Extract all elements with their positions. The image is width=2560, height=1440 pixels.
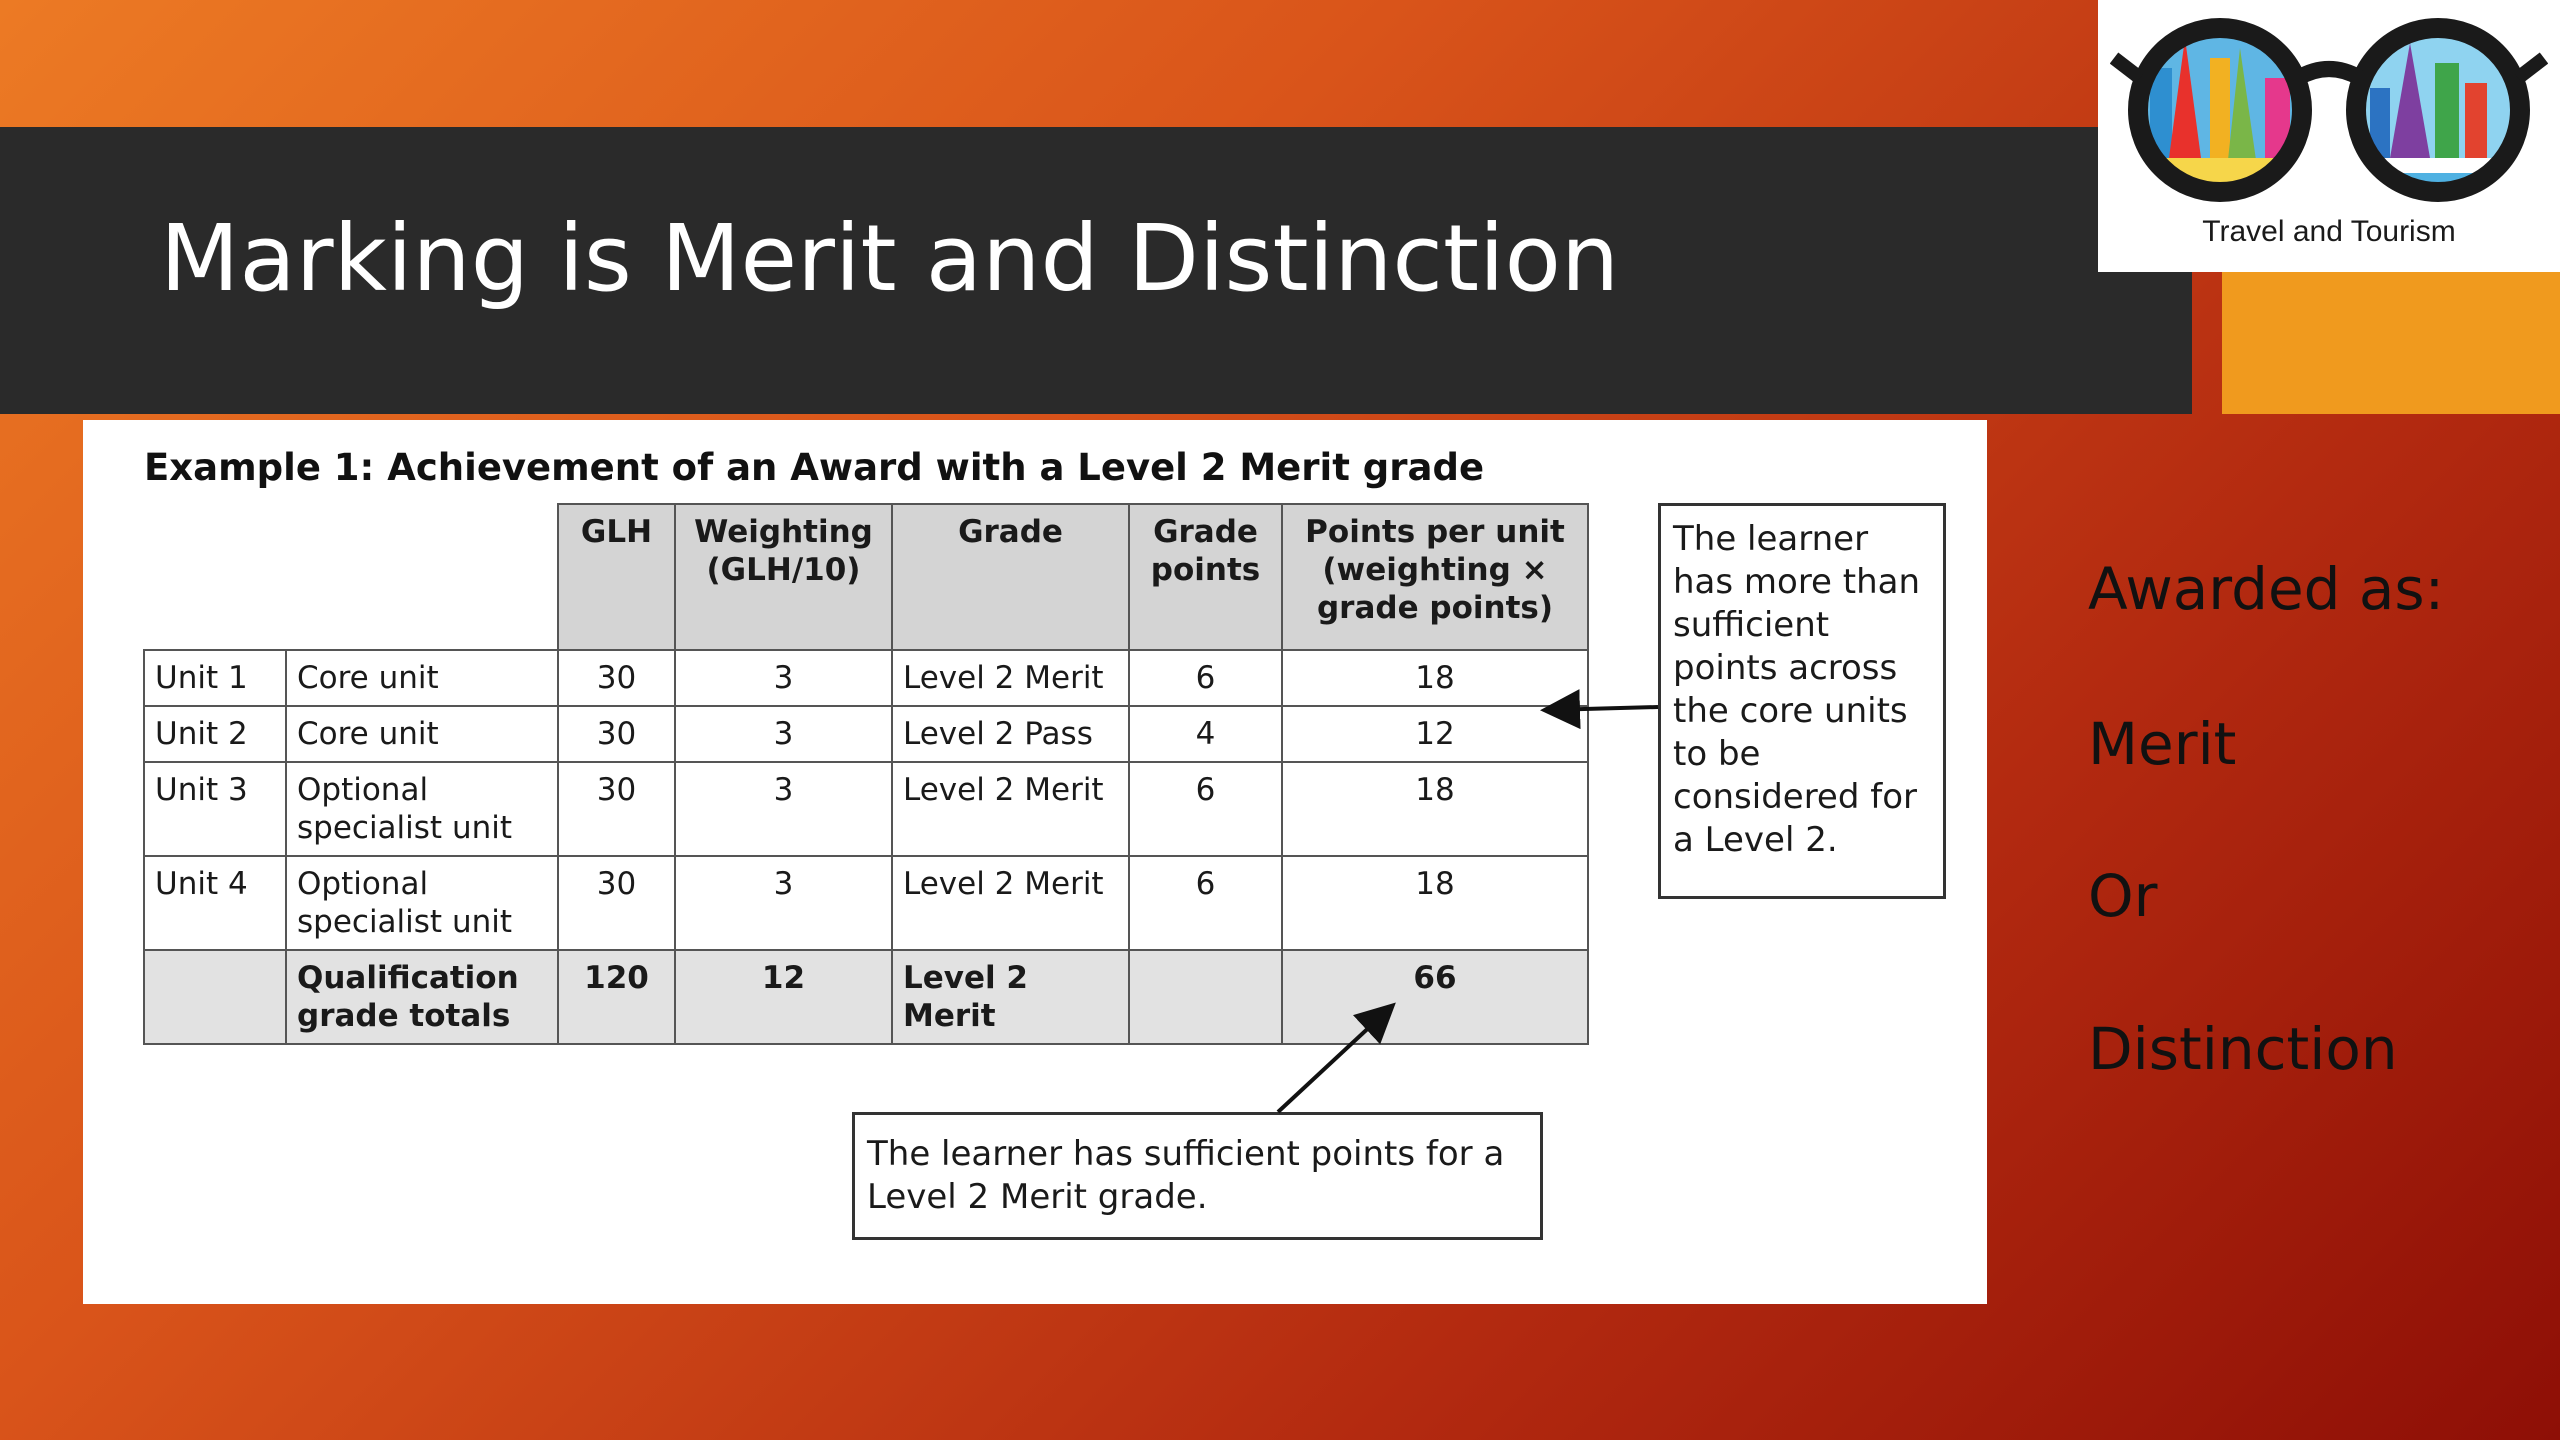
example-heading: Example 1: Achievement of an Award with a Level 2 Merit grade xyxy=(144,446,1485,489)
cell-type: Core unit xyxy=(286,650,558,706)
cell-weighting: 3 xyxy=(675,762,892,856)
cell-glh: 30 xyxy=(558,762,675,856)
cell-weighting: 3 xyxy=(675,650,892,706)
cell-unit: Unit 1 xyxy=(144,650,286,706)
logo-text: Travel and Tourism xyxy=(2202,215,2456,248)
cell-unit: Unit 3 xyxy=(144,762,286,856)
totals-label: Qualification grade totals xyxy=(286,950,558,1044)
or-label: Or xyxy=(2088,862,2158,930)
cell-grade-points: 6 xyxy=(1129,650,1282,706)
cell-weighting: 3 xyxy=(675,856,892,950)
cell-grade: Level 2 Merit xyxy=(892,856,1129,950)
cell-type: Optional specialist unit xyxy=(286,762,558,856)
totals-grade: Level 2 Merit xyxy=(892,950,1129,1044)
note-merit-grade: The learner has sufficient points for a Level 2 Merit grade. xyxy=(852,1112,1543,1240)
header-glh: GLH xyxy=(558,504,675,650)
cell-grade: Level 2 Merit xyxy=(892,650,1129,706)
totals-weighting: 12 xyxy=(675,950,892,1044)
note-core-units: The learner has more than sufficient points across the core units to be considered for a Level 2. xyxy=(1658,503,1946,899)
cell-type: Core unit xyxy=(286,706,558,762)
header-weighting: Weighting (GLH/10) xyxy=(675,504,892,650)
cell-points: 12 xyxy=(1282,706,1588,762)
header-grade-points: Grade points xyxy=(1129,504,1282,650)
cell-glh: 30 xyxy=(558,650,675,706)
cell-glh: 30 xyxy=(558,706,675,762)
cell-grade-points: 4 xyxy=(1129,706,1282,762)
cell-grade: Level 2 Pass xyxy=(892,706,1129,762)
cell-points: 18 xyxy=(1282,762,1588,856)
header-grade: Grade xyxy=(892,504,1129,650)
cell-type: Optional specialist unit xyxy=(286,856,558,950)
slide-title: Marking is Merit and Distinction xyxy=(160,205,1620,312)
cell-weighting: 3 xyxy=(675,706,892,762)
cell-unit: Unit 4 xyxy=(144,856,286,950)
totals-glh: 120 xyxy=(558,950,675,1044)
arrow-to-total xyxy=(1278,1008,1390,1112)
merit-label: Merit xyxy=(2088,710,2237,778)
distinction-label: Distinction xyxy=(2088,1015,2398,1083)
cell-points: 18 xyxy=(1282,856,1588,950)
awarded-as-label: Awarded as: xyxy=(2088,555,2445,623)
cell-grade-points: 6 xyxy=(1129,762,1282,856)
totals-points: 66 xyxy=(1282,950,1588,1044)
cell-unit: Unit 2 xyxy=(144,706,286,762)
cell-points: 18 xyxy=(1282,650,1588,706)
cell-grade-points: 6 xyxy=(1129,856,1282,950)
cell-grade: Level 2 Merit xyxy=(892,762,1129,856)
cell-glh: 30 xyxy=(558,856,675,950)
header-points-per-unit: Points per unit (weighting × grade points) xyxy=(1282,504,1588,650)
arrow-to-core-units xyxy=(1548,707,1658,710)
